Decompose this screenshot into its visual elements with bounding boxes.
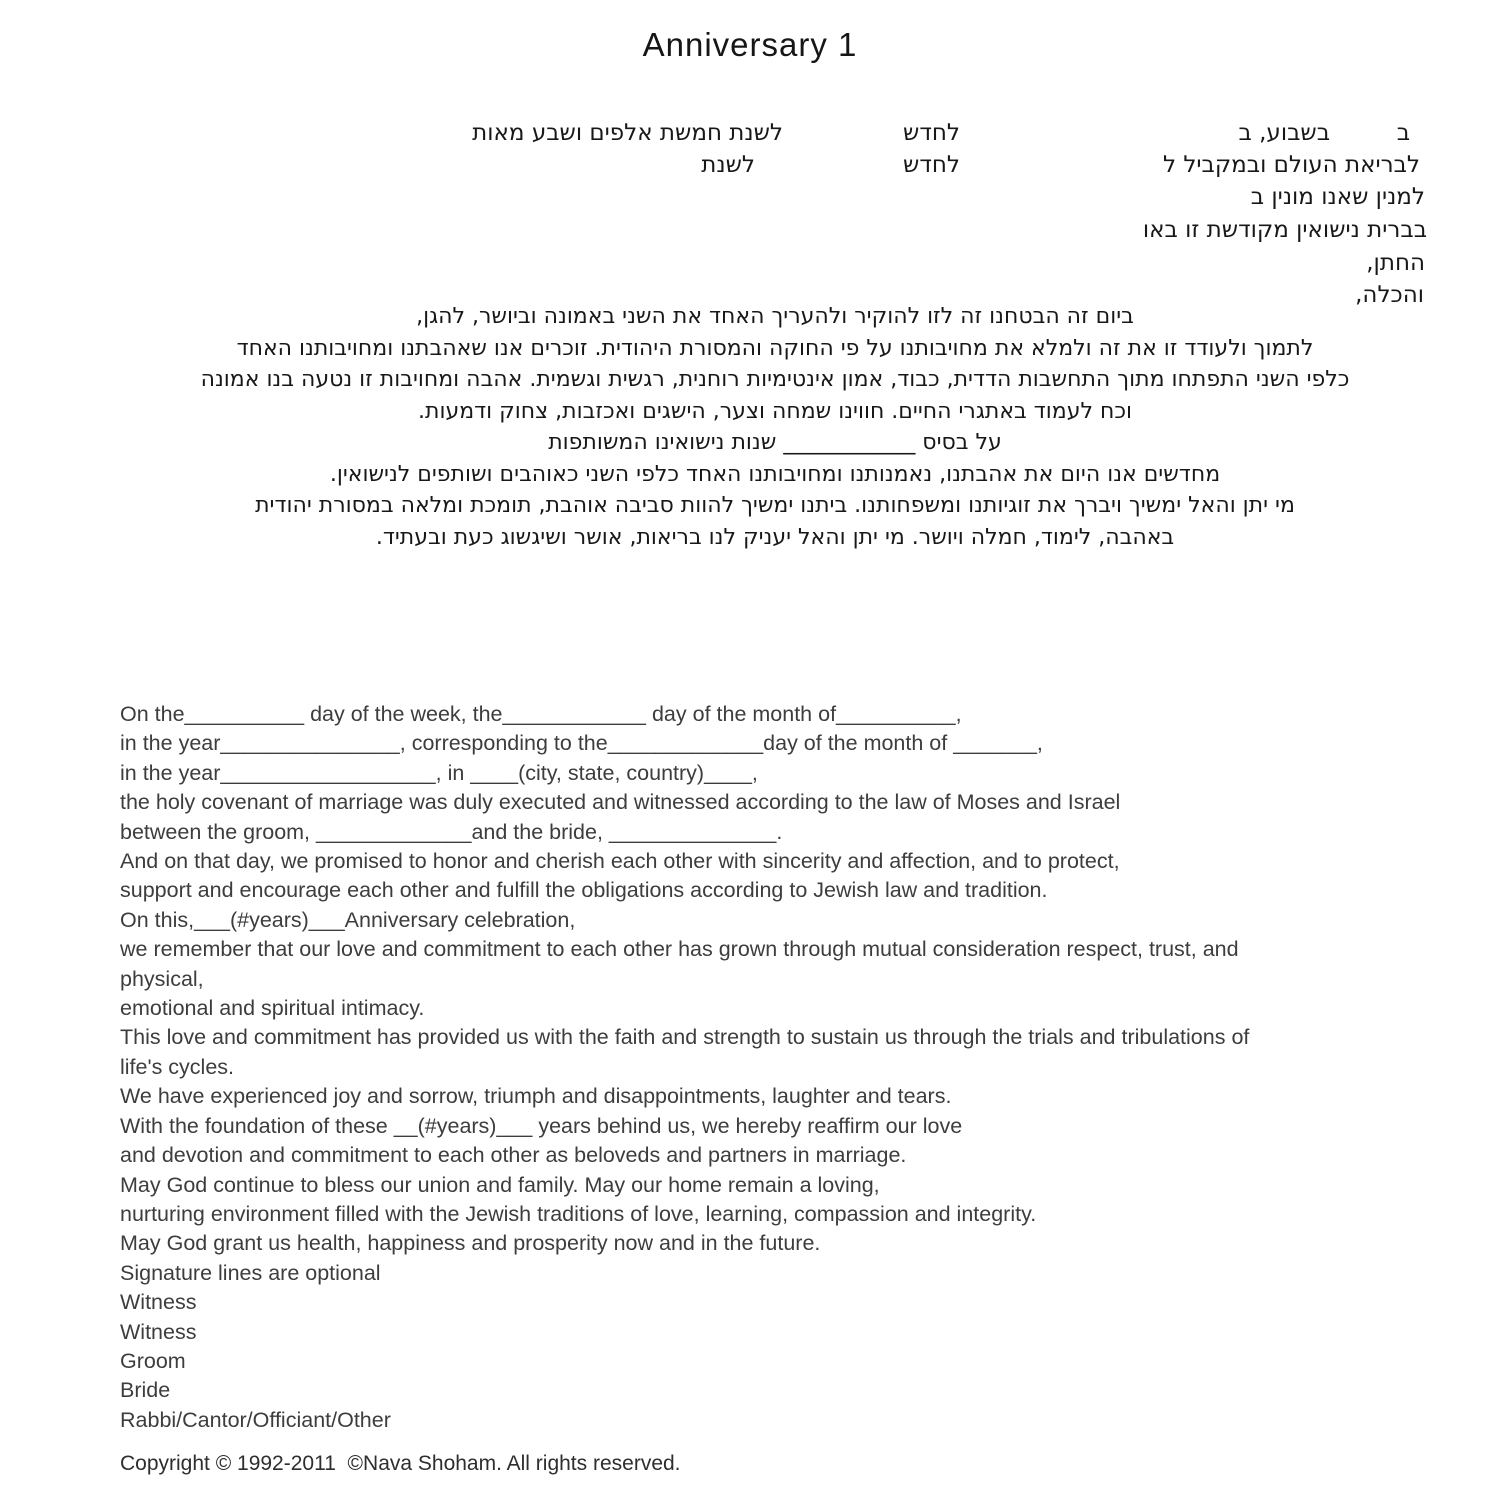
english-line: nurturing environment filled with the Jewish traditions of love, learning, compassion and integrity. <box>120 1201 1037 1226</box>
english-line: May God continue to bless our union and family. May our home remain a loving, <box>120 1172 880 1197</box>
hebrew-day-letter: ב <box>1396 120 1410 146</box>
hebrew-paragraph-line: כלפי השני התפתחו מתוך התחשבות הדדית, כבוד, אמון אינטימיות רוחנית, רגשית וגשמית. אהבה ומחויבות זו נטעה בנו אמונה <box>200 367 1350 392</box>
hebrew-groom-label: החתן, <box>1366 250 1425 276</box>
english-line-bride: Bride <box>120 1378 171 1403</box>
hebrew-year-text-2: לשנת <box>701 152 755 178</box>
hebrew-header-line-5 <box>0 250 1500 280</box>
english-line: On the__________ day of the week, the____________ day of the month of__________, <box>120 702 962 726</box>
hebrew-header-line-3 <box>0 184 1500 214</box>
english-line: between the groom, _____________and the bride, ______________. <box>120 819 783 844</box>
english-line: physical, <box>120 966 204 991</box>
hebrew-paragraph-line: וכח לעמוד באתגרי החיים. חווינו שמחה וצער, הישגים ואכזבות, צחוק ודמעות. <box>418 398 1132 424</box>
hebrew-paragraph-line: לתמוך ולעודד זו את זה ולמלא את מחויבותנו על פי החוקה והמסורת היהודית. זוכרים אנו שאהבתנו ומחויבותנו האחד <box>236 335 1314 361</box>
hebrew-header-line-4 <box>0 217 1500 247</box>
hebrew-paragraph-line: מחדשים אנו היום את אהבתנו, נאמנותנו ומחויבותנו האחד כלפי השני כאוהבים ושותפים לנישואין. <box>329 461 1221 487</box>
hebrew-paragraph-line: מי יתן והאל ימשיך ויברך את זוגיותנו ומשפחותנו. ביתנו ימשיך להוות סביבה אוהבת, תומכת ומלאה במסורת יהודית <box>255 493 1295 518</box>
english-line: life's cycles. <box>120 1054 235 1079</box>
hebrew-year-text: לשנת חמשת אלפים ושבע מאות <box>472 120 783 146</box>
english-line: support and encourage each other and fulfill the obligations according to Jewish law and tradition. <box>120 878 1048 903</box>
english-line: This love and commitment has provided us with the faith and strength to sustain us through the trials and tribulations of <box>120 1025 1250 1050</box>
hebrew-month-text-2: לחדש <box>903 152 960 178</box>
english-line: in the year_______________, corresponding to the_____________day of the month of _______, <box>120 731 1043 756</box>
english-line: May God grant us health, happiness and prosperity now and in the future. <box>120 1231 821 1256</box>
hebrew-header-line-1 <box>0 120 1500 150</box>
english-line-officiant: Rabbi/Cantor/Officiant/Other <box>120 1407 391 1432</box>
hebrew-creation-text: לבריאת העולם ובמקביל ל <box>1162 152 1420 178</box>
hebrew-paragraph-line: ביום זה הבטחנו זה לזו להוקיר ולהעריך האחד את השני באמונה וביושר, להגן, <box>416 304 1134 329</box>
english-line: the holy covenant of marriage was duly executed and witnessed according to the law of Moses and Israel <box>120 790 1121 815</box>
hebrew-month-text: לחדש <box>903 120 960 146</box>
hebrew-bride-label: והכלה, <box>1355 282 1424 308</box>
hebrew-count-text: למנין שאנו מונין ב <box>1250 184 1425 210</box>
english-text-block <box>120 700 1500 1435</box>
english-line: And on that day, we promised to honor and cherish each other with sincerity and affection, and to protect, <box>120 849 1120 874</box>
english-line: With the foundation of these __(#years)___ years behind us, we hereby reaffirm our love <box>120 1113 963 1138</box>
english-line: Signature lines are optional <box>120 1260 381 1285</box>
english-line: in the year__________________, in ____(city, state, country)____, <box>120 760 758 785</box>
english-line-witness: Witness <box>120 1290 197 1315</box>
english-line-groom: Groom <box>120 1348 186 1373</box>
english-line: emotional and spiritual intimacy. <box>120 996 425 1021</box>
copyright-notice: Copyright © 1992-2011 ©Nava Shoham. All rights reserved. <box>120 1452 681 1475</box>
english-line-witness: Witness <box>120 1319 197 1344</box>
english-line: We have experienced joy and sorrow, triumph and disappointments, laughter and tears. <box>120 1084 952 1109</box>
hebrew-week-text: בשבוע, ב <box>1238 120 1330 146</box>
english-line: and devotion and commitment to each other as beloveds and partners in marriage. <box>120 1143 907 1168</box>
hebrew-paragraph-line: על בסיס ____________ שנות נישואינו המשותפות <box>548 430 1002 455</box>
english-line: we remember that our love and commitment to each other has grown through mutual consideration respect, trust, and <box>120 937 1239 962</box>
document-title: Anniversary 1 <box>642 26 858 63</box>
hebrew-paragraph-line: באהבה, לימוד, חמלה ויושר. מי יתן והאל יעניק לנו בריאות, אושר ושיגשוג כעת ובעתיד. <box>375 524 1175 550</box>
hebrew-covenant-text: בברית נישואין מקודשת זו באו <box>1142 217 1427 243</box>
english-line: On this,___(#years)___Anniversary celebration, <box>120 907 576 932</box>
hebrew-header-line-2 <box>0 152 1500 182</box>
hebrew-paragraph <box>50 301 1500 553</box>
